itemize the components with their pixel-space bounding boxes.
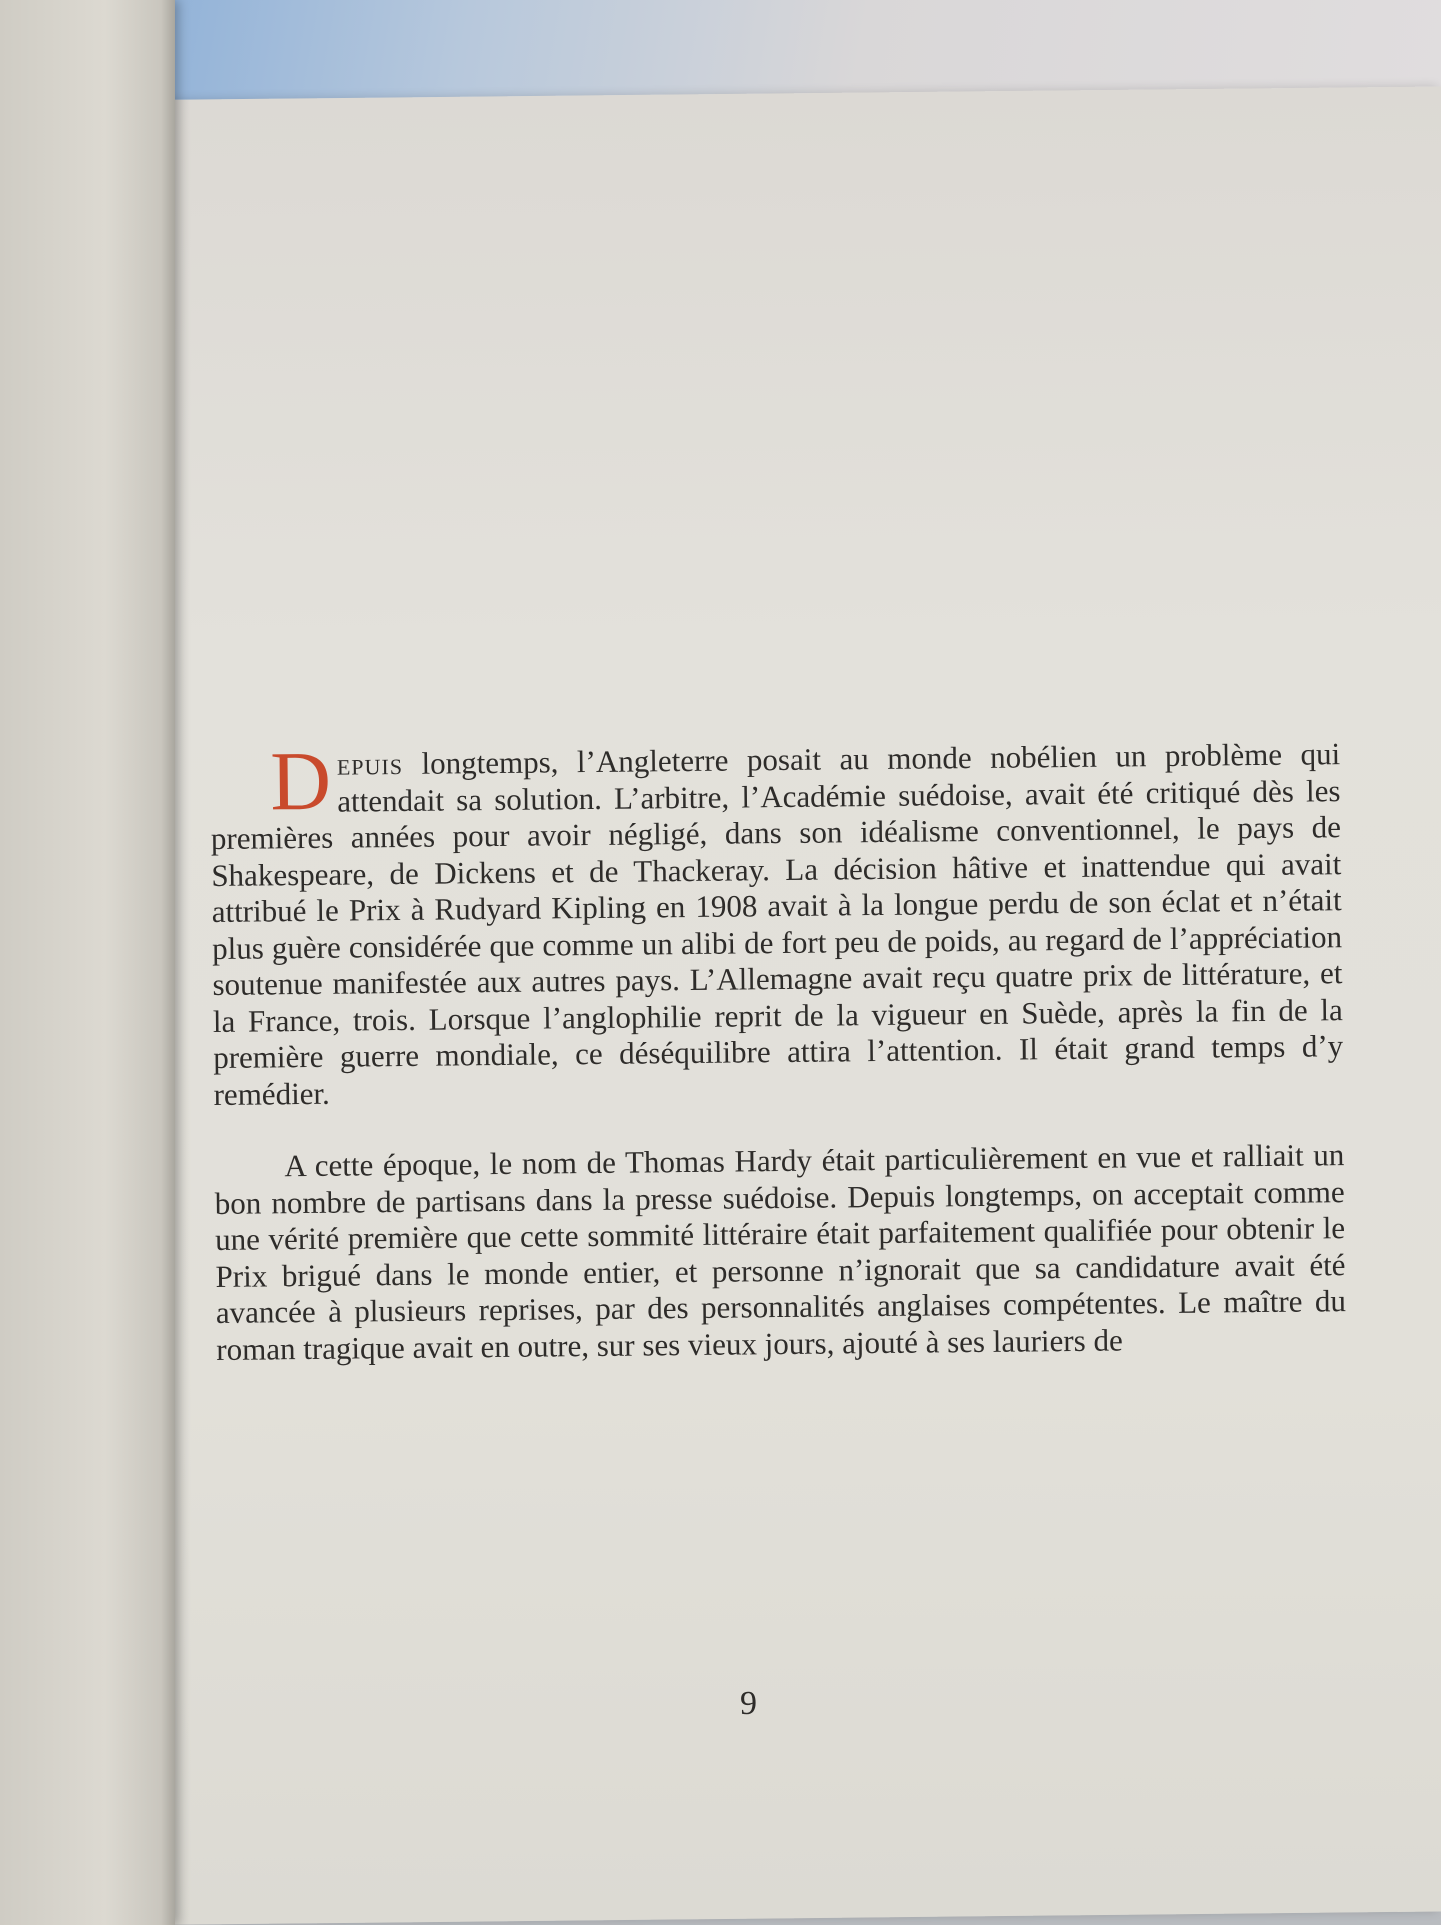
paragraph-second: [214, 1137, 1346, 1368]
paragraph-first: [210, 736, 1344, 1113]
left-page-edge: [0, 0, 175, 1925]
paragraph-second-text: A cette époque, le nom de Thomas Hardy était particulièrement en vue et ralliait un bon nombre de partisans dans la presse suédoise. Depuis longtemps, on acceptait comme une vérité première que cette sommité littéraire était parfaitement qualifiée pour obtenir le Prix brigué dans le monde entier, et personne n’ignorait que sa candidature avait été avancée à plusieurs reprises, par des personnalités anglaises compétentes. Le maître du roman tragique avait en outre, sur ses vieux jours, ajouté à ses lauriers de: [214, 1137, 1347, 1367]
page-number: 9: [740, 1685, 757, 1722]
body-text: [210, 736, 1346, 1368]
lead-smallcaps: epuis: [336, 745, 404, 782]
paragraph-first-text: longtemps, l’Angleterre posait au monde nobélien un problème qui attendait sa solution. L’arbitre, l’Académie suédoise, avait été critiqué dès les premières années pour avoir négligé, dans son idéalisme conventionnel, le pays de Shakespeare, de Dickens et de Thackeray. La décision hâtive et inattendue qui avait attribué le Prix à Rudyard Kipling en 1908 avait à la longue perdu de son éclat et n’était plus guère considérée que comme un alibi de fort peu de poids, au regard de l’appréciation soutenue manifestée aux autres pays. L’Allemagne avait reçu quatre prix de littérature, et la France, trois. Lorsque l’anglophilie reprit de la vigueur en Suède, après la fin de la première guerre mondiale, ce déséquilibre attira l’attention. Il était grand temps d’y remédier.: [210, 736, 1344, 1112]
drop-cap: D: [269, 734, 332, 829]
